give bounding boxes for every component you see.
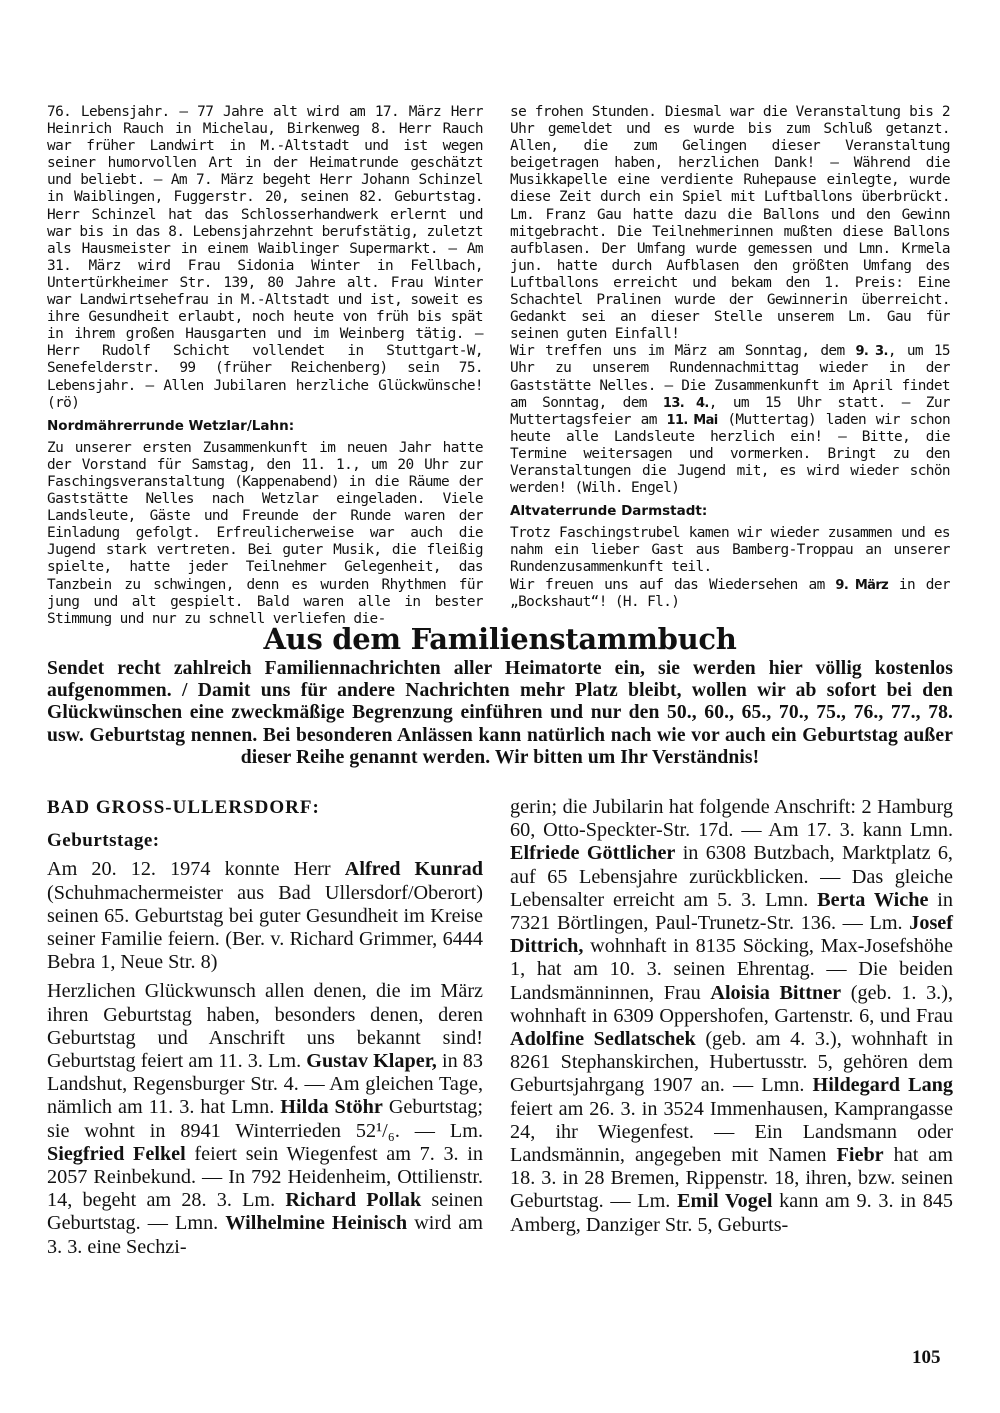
person-name: Hilda Stöhr <box>280 1096 383 1119</box>
person-name: Wilhelmine Heinisch <box>225 1212 408 1235</box>
person-name: Berta Wiche <box>817 888 929 911</box>
person-name: Elfriede Göttlicher <box>510 842 676 865</box>
person-name: Richard Pollak <box>285 1189 422 1212</box>
section-title: Aus dem Familienstammbuch <box>263 622 737 656</box>
section-intro: Sendet recht zahlreich Familiennachrichten aller Heimatorte ein, sie werden hier völlig kostenlos aufgenommen. / Damit uns für andere Nachrichten mehr Platz bleibt, wollen wir ab sofort bei den Glückwünschen eine zweckmäßige Begrenzung einführen und nur den 50., 60., 65., 70., 75., 76., 77., 78. usw. Geburtstag nennen. Bei besonderen Anlässen kann natürlich nach wie vor auch ein Geburtstag außer dieser Reihe genannt werden. Wir bitten um Ihr Verständnis! <box>47 658 953 768</box>
article-text: gerin; die Jubilarin hat folgende Anschrift: 2 Hamburg 60, Otto-Speckter-Str. 17d. — Am 17. 3. kann Lmn. Elfriede Göttlicher in 6308 Butzbach, Marktplatz 6, auf 65 Lebensjahre zurückblicken. — Das gleiche Lebensalter erreicht am 5. 3. Lmn. Berta Wiche in 7321 Börtlingen, Paul-Trunetz-Str. 136. — Lm. Josef Dittrich, wohnhaft in 8135 Söcking, Max-Josefshöhe 1, hat am 10. 3. seinen Ehrentag. — Die beiden Landsmänninnen, Frau Aloisia Bittner (geb. 1. 3.), wohnhaft in 6309 Oppershofen, Gartenstr. 6, und Frau Adolfine Sedlatschek (geb. am 4. 3.), wohnhaft in 8261 Stephanskirchen, Hubertusstr. 5, gehören dem Geburtsjahrgang 1907 an. — Lmn. Hildegard Lang feiert am 26. 3. in 3524 Immenhausen, Kamprangasse 24, ihr Wiegenfest. — Ein Landsmann oder Landsmännin, angegeben mit Namen Fiebr hat am 18. 3. in 28 Bremen, Rippenstr. 18, ihren, bzw. seinen Geburtstag. — Lm. Emil Vogel kann am 9. 3. in 845 Amberg, Danziger Str. 5, Geburts- <box>510 796 954 1236</box>
date-highlight: 9. 3. <box>855 344 888 360</box>
article-text: Wir freuen uns auf das Wiedersehen am 9. März in der „Bockshaut“! (H. Fl.) <box>510 576 950 610</box>
person-name: Hildegard Lang <box>812 1074 953 1097</box>
top-right-column <box>510 104 950 611</box>
article-text: 76. Lebensjahr. – 77 Jahre alt wird am 17. März Herr Heinrich Rauch in Michelau, Birkenweg 8. Herr Rauch war früher Landwirt in M.-Altstadt und ist wegen seiner humorvollen Art in der Heimatrunde geschätzt und beliebt. – Am 7. März begeht Herr Johann Schinzel in Waiblingen, Fuggerstr. 20, seinen 82. Geburtstag. Herr Schinzel hat das Schlosserhandwerk erlernt und war bis in das 8. Lebensjahrzehnt berufstätig, zuletzt als Hausmeister in einem Waiblinger Supermarkt. – Am 31. März wird Frau Sidonia Winter in Fellbach, Untertürkheimer Str. 139, 80 Jahre alt. Frau Winter war Landwirtsehefrau in M.-Altstadt und ist, soweit es ihre Gesundheit erlaubt, noch heute von früh bis spät in ihrem großen Hausgarten und im Weinberg tätig. – Herr Rudolf Schicht vollendet in Stuttgart-W, Senefelderstr. 99 (früher Reichenberg) sein 75. Lebensjahr. – Allen Jubilaren herzliche Glückwünsche! (rö) <box>47 104 483 411</box>
page-number: 105 <box>912 1347 941 1368</box>
person-name: Aloisia Bittner <box>710 981 842 1004</box>
section-heading-darmstadt: Altvaterrunde Darmstadt: <box>510 503 708 520</box>
person-name: Gustav Klaper, <box>306 1050 437 1073</box>
person-name: Adolfine Sedlatschek <box>510 1028 696 1051</box>
article-text: Wir treffen uns im März am Sonntag, dem 9. 3., um 15 Uhr zu unserem Rundennachmittag wieder in der Gaststätte Nelles. – Die Zusammenkunft im April findet am Sonntag, dem 13. 4., um 15 Uhr statt. – Zur Muttertagsfeier am 11. Mai (Muttertag) laden wir schon heute alle Landsleute herzlich ein! – Bitte, die Termine weitersagen und vormerken. Bringt zu den Veranstaltungen die Jugend mit, es wird wieder schön werden! (Wilh. Engel) <box>510 343 951 497</box>
date-highlight: 11. Mai <box>666 412 718 428</box>
date-highlight: 13. 4. <box>662 395 709 411</box>
article-text: Am 20. 12. 1974 konnte Herr Alfred Kunrad (Schuhmachermeister aus Bad Ullersdorf/Oberort) seinen 65. Geburtstag bei guter Gesundheit im Kreise seiner Familie feiern. (Ber. v. Richard Grimmer, 6444 Bebra 1, Neue Str. 8) <box>47 858 483 974</box>
article-text: Zu unserer ersten Zusammenkunft im neuen Jahr hatte der Vorstand für Samstag, den 11. 1., um 20 Uhr zur Faschingsveranstaltung (Kappenabend) in die Räume der Gaststätte Nelles nach Wetzlar eingeladen. Viele Landsleute, Gäste und Freunde der Runde waren der Einladung gefolgt. Erfreulicherweise war auch die Jugend stark vertreten. Bei guter Musik, die fleißig spielte, hatte jeder Teilnehmer Gelegenheit, das Tanzbein zu schwingen, denn es wurden Rhythmen für jung und alt gespielt. Bald waren alle in bester Stimmung und nur zu schnell verliefen die- <box>47 439 483 627</box>
person-name: Siegfried Felkel <box>47 1142 186 1165</box>
person-name: Josef Dittrich, <box>510 912 953 958</box>
section-heading-wetzlar: Nordmährerrunde Wetzlar/Lahn: <box>47 417 295 434</box>
person-name: Alfred Kunrad <box>344 858 483 881</box>
person-name: Emil Vogel <box>677 1190 773 1213</box>
family-section <box>47 622 953 769</box>
article-text: se frohen Stunden. Diesmal war die Veranstaltung bis 2 Uhr gemeldet und es wurde bis zum Schluß getanzt. Allen, die zum Gelingen dieser Veranstaltung beigetragen haben, herzlichen Dank! – Während die Musikkapelle eine verdiente Ruhepause einlegte, wurde diese Zeit durch ein Spiel mit Luftballons überbrückt. Lm. Franz Gau hatte dazu die Ballons und den Gewinn mitgebracht. Die Teilnehmerinnen mußten diese Ballons aufblasen. Der Umfang wurde gemessen und Lmn. Krmela jun. hatte durch Aufblasen den größten Umfang des Luftballons erreicht und bekam den 1. Preis: Eine Schachtel Pralinen wurde der Gewinnerin überreicht. Gedankt sei an dieser Stelle unserem Lm. Gau für seinen guten Einfall! <box>510 104 950 343</box>
article-text: Trotz Faschingstrubel kamen wir wieder zusammen und es nahm ein lieber Gast aus Bamberg-Troppau an unserer Rundenzusammenkunft teil. <box>510 525 950 576</box>
person-name: Fiebr <box>836 1144 884 1167</box>
place-heading: BAD GROSS-ULLERSDORF: <box>47 797 320 818</box>
bottom-right-column <box>510 796 953 1237</box>
top-left-column <box>47 104 483 628</box>
date-highlight: 9. März <box>835 577 889 593</box>
bottom-left-column <box>47 796 483 1259</box>
article-text: Herzlichen Glückwunsch allen denen, die im März ihren Geburtstag haben, besonders denen, deren Geburtstag und Anschrift uns bekannt sind! Geburtstag feiert am 11. 3. Lm. Gustav Klaper, in 83 Landshut, Regensburger Str. 4. — Am gleichen Tage, nämlich am 11. 3. hat Lmn. Hilda Stöhr Geburtstag; sie wohnt in 8941 Winterrieden 52¹/₆. — Lm. Siegfried Felkel feiert sein Wiegenfest am 7. 3. in 2057 Reinbekund. — In 792 Heidenheim, Ottilienstr. 14, begeht am 28. 3. Lm. Richard Pollak seinen Geburtstag. — Lmn. Wilhelmine Heinisch wird am 3. 3. eine Sechzi- <box>47 980 484 1258</box>
subheading-birthdays: Geburtstage: <box>47 830 160 852</box>
